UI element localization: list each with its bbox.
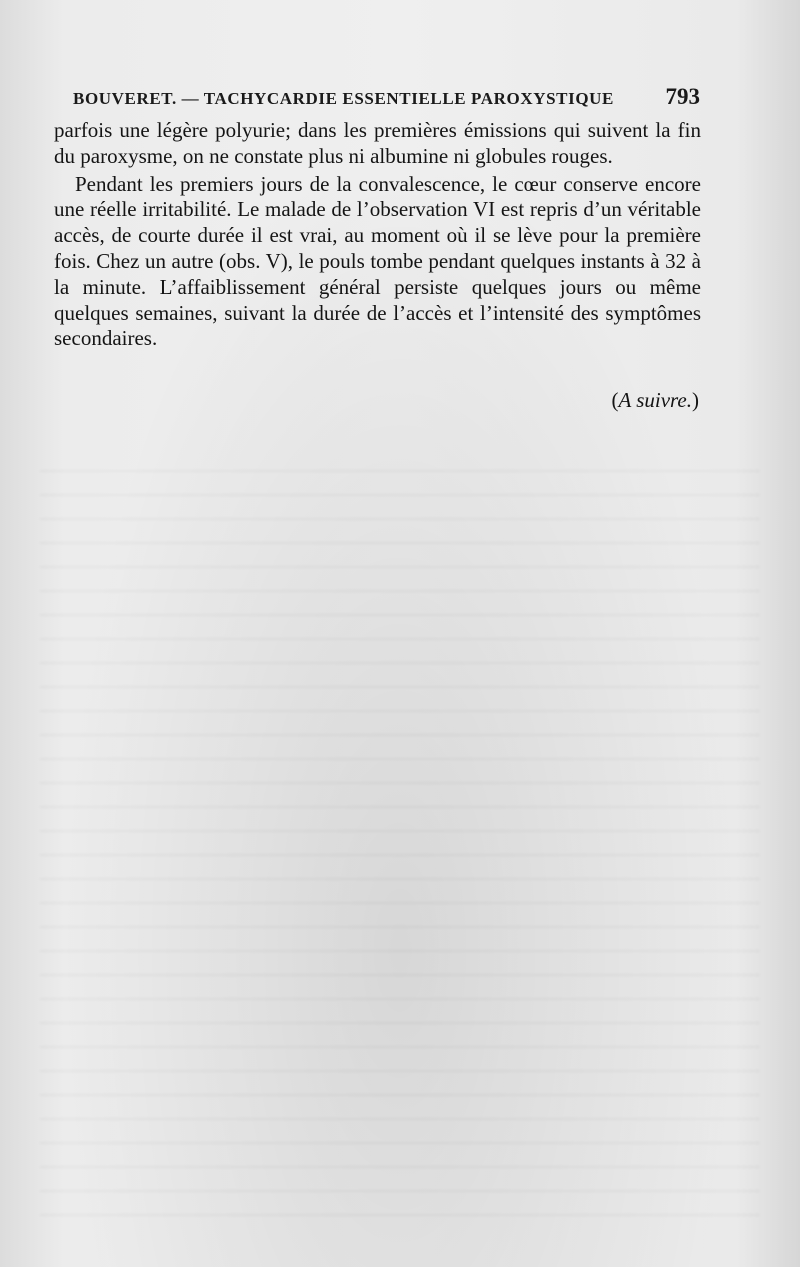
open-paren: ( — [611, 388, 619, 412]
a-suivre-text: A suivre. — [618, 388, 692, 412]
page-number: 793 — [665, 84, 700, 109]
page-header — [73, 84, 700, 114]
to-be-continued-note — [612, 388, 700, 413]
show-through-text-shadow — [40, 470, 760, 1230]
running-title: BOUVERET. — TACHYCARDIE ESSENTIELLE PAROXYSTIQUE — [73, 89, 614, 108]
paragraph-continued: parfois une légère polyurie; dans les premières émissions qui suivent la fin du paroxysme, on ne constate plus ni albumine ni globules rouges. — [54, 118, 701, 168]
paragraph-convalescence: Pendant les premiers jours de la convalescence, le cœur conserve encore une réelle irritabilité. Le malade de l’observation VI est repris d’un véritable accès, de courte durée il est vrai, au moment où il se lève pour la première fois. Chez un autre (obs. V), le pouls tombe pendant quelques instants à 32 à la minute. L’affaiblissement général persiste quelques jours ou même quelques semaines, suivant la durée de l’accès et l’intensité des symptômes secondaires. — [54, 171, 701, 351]
article-body — [54, 118, 701, 352]
close-paren: ) — [692, 388, 699, 412]
